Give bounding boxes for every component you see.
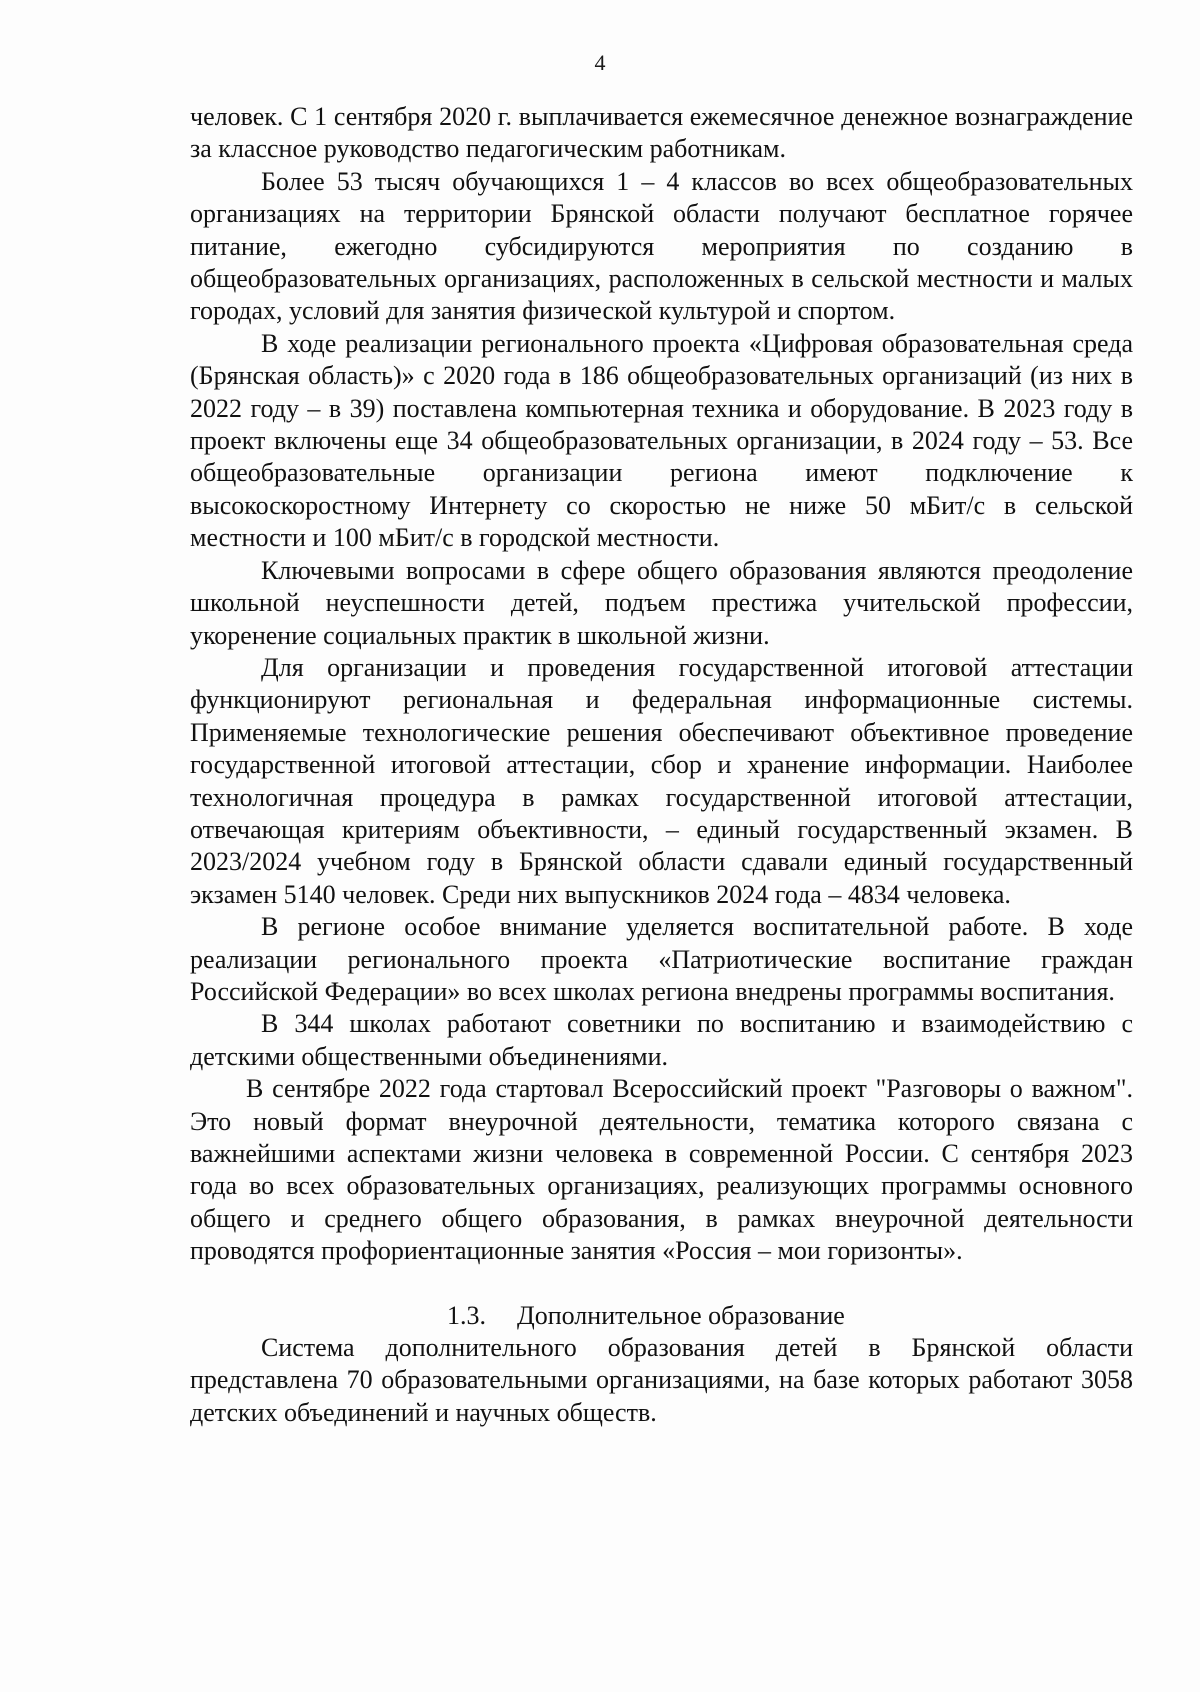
page-number: 4 <box>594 50 606 75</box>
paragraph-key-issues: Ключевыми вопросами в сфере общего образования являются преодоление школьной неуспешности детей, подъем престижа учительской профессии, укоренение социальных практик в школьной жизни. <box>190 555 1133 650</box>
paragraph-additional-education: Система дополнительного образования детей в Брянской области представлена 70 образовательными организациями, на базе которых работают 3058 детских объединений и научных обществ. <box>190 1333 1133 1427</box>
section-heading <box>190 1300 1133 1332</box>
paragraph-advisors: В 344 школах работают советники по воспитанию и взаимодействию с детскими общественными объединениями. <box>190 1009 1133 1071</box>
document-body <box>190 101 1133 1429</box>
paragraph-state-attestation: Для организации и проведения государственной итоговой аттестации функционируют региональная и федеральная информационные системы. Применяемые технологические решения обеспечивают объективное проведение государственной итоговой аттестации, сбор и хранение информации. Наиболее технологичная процедура в рамках государственной итоговой аттестации, отвечающая критериям объективности, – единый государственный экзамен. В 2023/2024 учебном году в Брянской области сдавали единый государственный экзамен 5140 человек. Среди них выпускников 2024 года – 4834 человека. <box>190 652 1133 909</box>
paragraph-important-talks: В сентябре 2022 года стартовал Всероссийский проект "Разговоры о важном". Это новый формат внеурочной деятельности, тематика которого связана с важнейшими аспектами жизни человека в современной России. С сентября 2023 года во всех образовательных организациях, реализующих программы основного общего и среднего общего образования, в рамках внеурочной деятельности проводятся профориентационные занятия «Россия – мои горизонты». <box>190 1074 1133 1266</box>
section-title: Дополнительное образование <box>517 1300 845 1330</box>
section-number: 1.3. <box>447 1300 486 1330</box>
paragraph-upbringing: В регионе особое внимание уделяется воспитательной работе. В ходе реализации регионального проекта «Патриотические воспитание граждан Российской Федерации» во всех школах региона внедрены программы воспитания. <box>190 912 1133 1006</box>
paragraph-digital-environment: В ходе реализации регионального проекта «Цифровая образовательная среда (Брянская область)» с 2020 года в 186 общеобразовательных организаций (из них в 2022 году – в 39) поставлена компьютерная техника и оборудование. В 2023 году в проект включены еще 34 общеобразовательных организации, в 2024 году – 53. Все общеобразовательные организации региона имеют подключение к высокоскоростному Интернету со скоростью не ниже 50 мБит/с в сельской местности и 100 мБит/с в городской местности. <box>190 328 1133 553</box>
paragraph-continuation: человек. С 1 сентября 2020 г. выплачивается ежемесячное денежное вознаграждение за классное руководство педагогическим работникам. <box>190 102 1133 164</box>
paragraph-hot-meals: Более 53 тысяч обучающихся 1 – 4 классов во всех общеобразовательных организациях на территории Брянской области получают бесплатное горячее питание, ежегодно субсидируются мероприятия по созданию в общеобразовательных организациях, расположенных в сельской местности и малых городах, условий для занятия физической культурой и спортом. <box>190 166 1133 326</box>
